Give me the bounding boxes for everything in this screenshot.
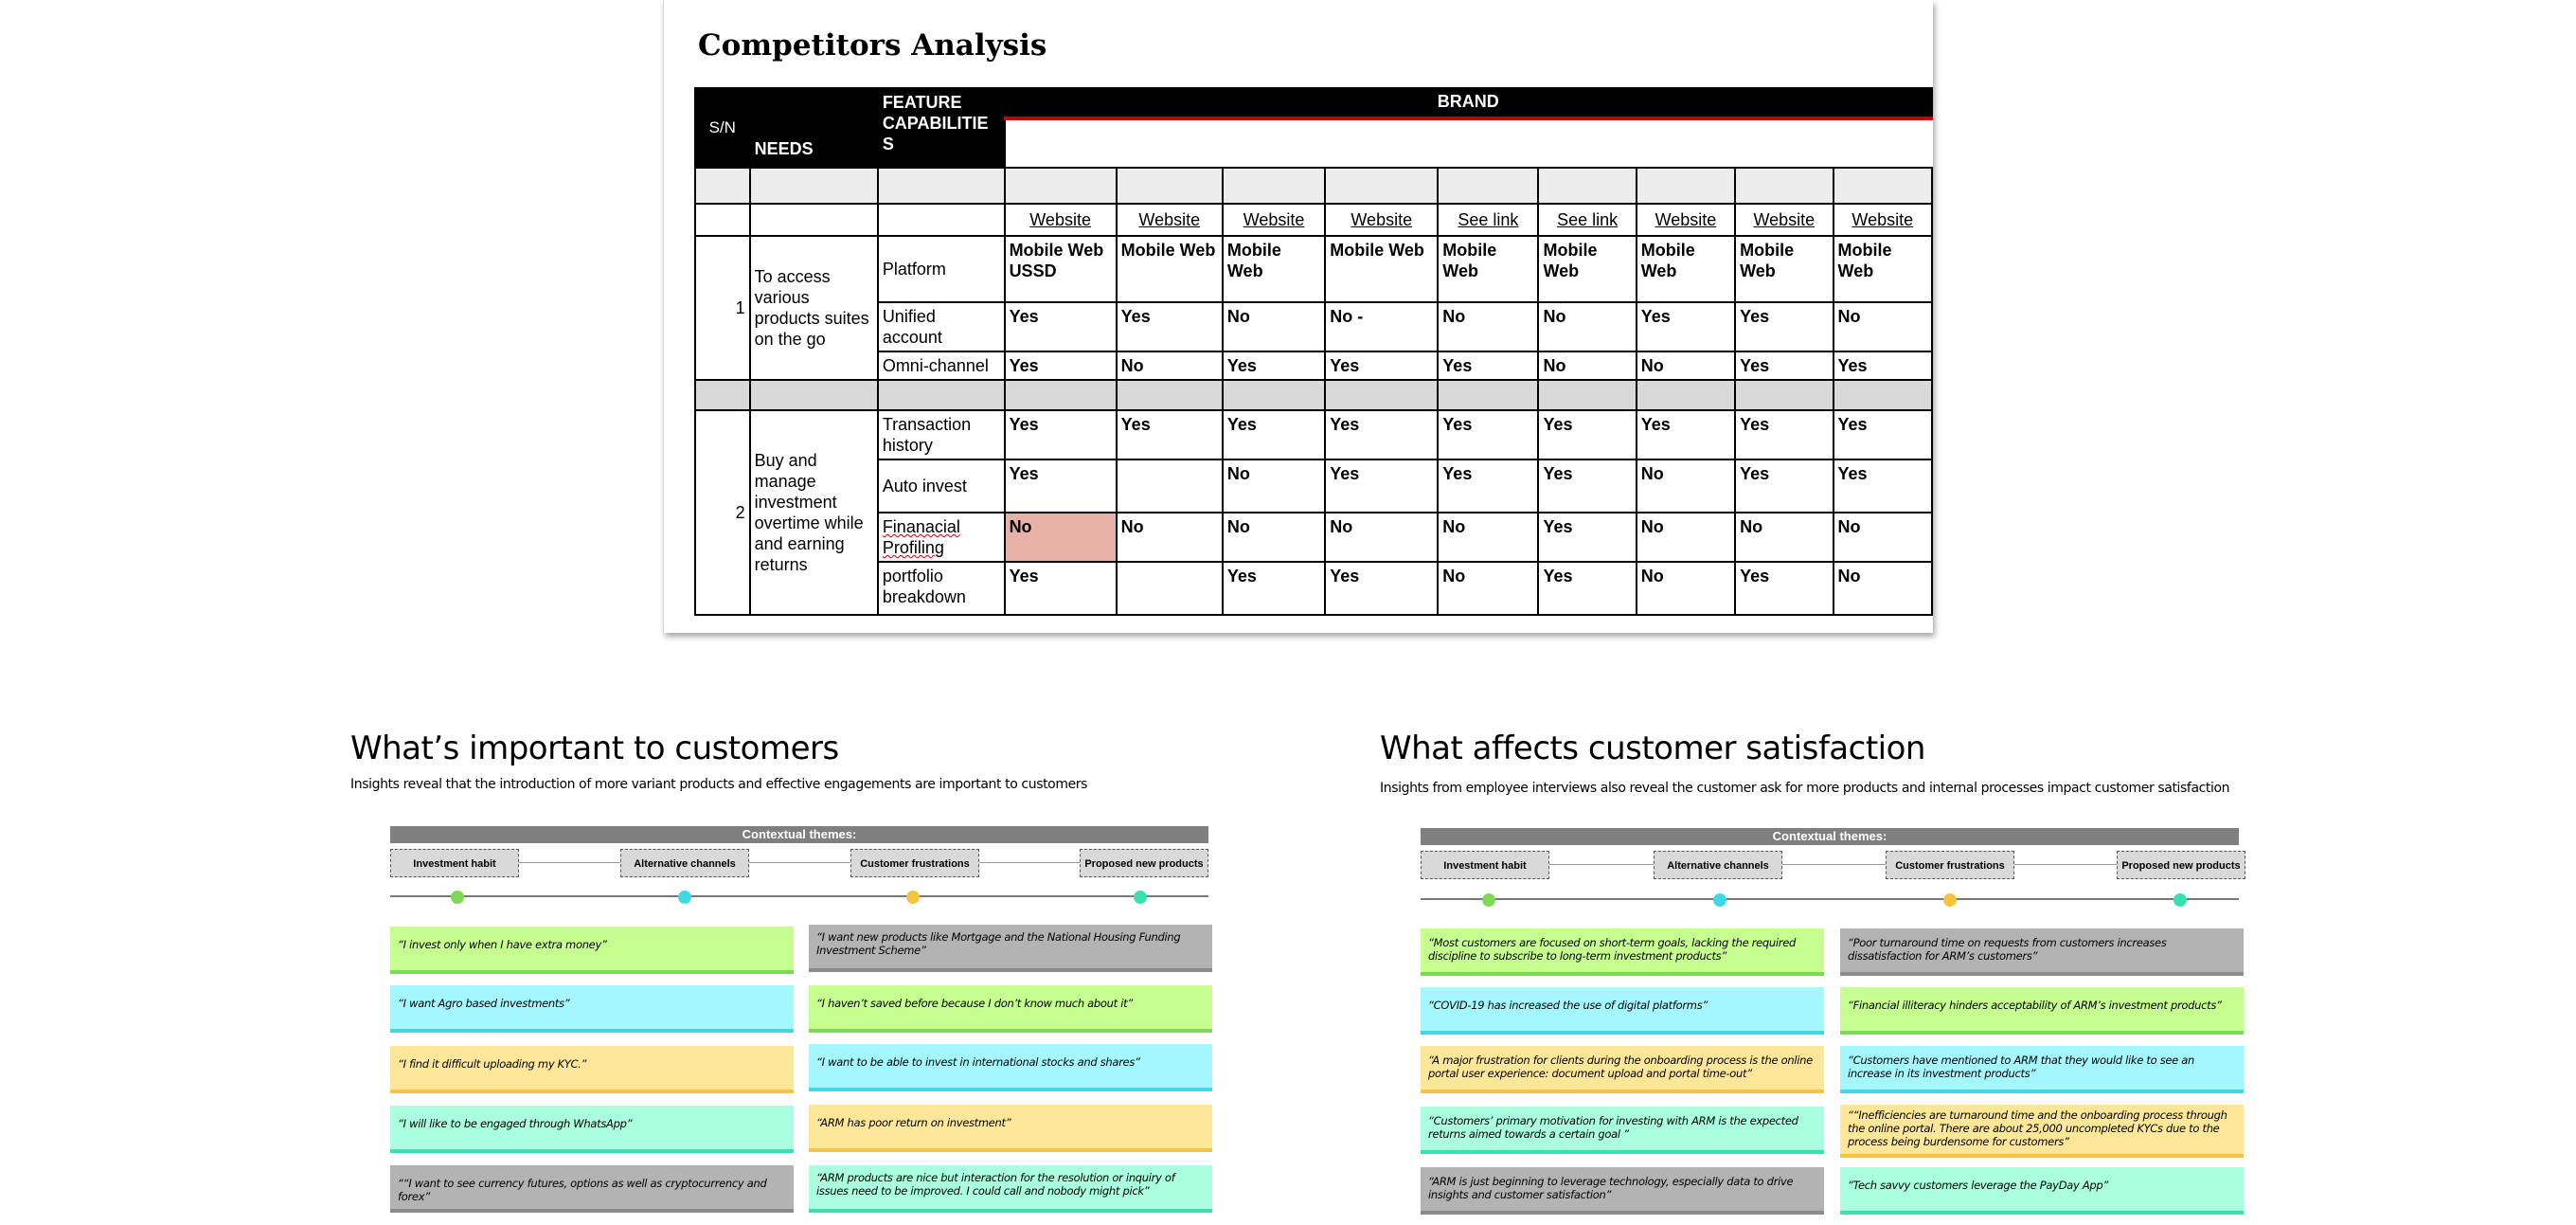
quote-card: ““Inefficiencies are turnaround time and the onboarding process through the online portal. There are about 25,000 uncompleted KYCs due to the process being burdensome for customers”	[1840, 1105, 2244, 1158]
satisfaction-subtitle: Insights from employee interviews also reveal the customer ask for more products and internal processes impact customer satisfaction	[1380, 781, 2230, 796]
grey-cell	[1223, 168, 1325, 204]
value-cell: Yes	[1834, 410, 1932, 459]
theme-customer-frustrations: Customer frustrations	[1886, 851, 2014, 879]
value-cell: No	[1637, 562, 1735, 615]
grey-cell	[1438, 380, 1538, 410]
value-cell: No	[1325, 513, 1438, 562]
grey-cell	[1735, 168, 1833, 204]
row-sn-2: 2	[695, 410, 750, 615]
value-cell: Yes	[1005, 410, 1117, 459]
quote-card: “I will like to be engaged through WhatsApp”	[390, 1106, 794, 1153]
grey-cell	[1538, 380, 1636, 410]
value-cell: Yes	[1637, 410, 1735, 459]
theme-alternative-channels: Alternative channels	[620, 849, 749, 877]
value-cell: Yes	[1438, 459, 1538, 513]
value-cell: No	[1538, 302, 1636, 351]
brand-link-4[interactable]: Website	[1325, 204, 1438, 236]
header-needs: NEEDS	[750, 88, 878, 168]
value-cell: Yes	[1117, 302, 1223, 351]
brand-link-7[interactable]: Website	[1637, 204, 1735, 236]
grey-cell	[695, 168, 750, 204]
timeline	[390, 895, 1208, 897]
competitors-sheet	[663, 0, 1933, 633]
value-cell: Yes	[1005, 459, 1117, 513]
grey-cell	[878, 380, 1005, 410]
mint-dot-icon	[2174, 893, 2187, 907]
value-cell: Yes	[1735, 410, 1833, 459]
quote-card: “COVID-19 has increased the use of digital platforms”	[1421, 987, 1824, 1035]
feature-unified-account: Unified account	[878, 302, 1005, 351]
value-cell	[1117, 459, 1223, 513]
theme-investment-habit: Investment habit	[390, 849, 519, 877]
value-cell: Yes	[1005, 562, 1117, 615]
value-cell: Yes	[1005, 302, 1117, 351]
header-sn: S/N	[695, 88, 750, 168]
themes-header: Contextual themes:	[390, 826, 1208, 843]
green-dot-icon	[1482, 893, 1495, 907]
brand-link-2[interactable]: Website	[1117, 204, 1223, 236]
value-cell: No	[1117, 513, 1223, 562]
quote-card: “ARM has poor return on investment”	[809, 1105, 1212, 1152]
value-cell: Mobile Web	[1637, 236, 1735, 302]
brand-link-9[interactable]: Website	[1834, 204, 1932, 236]
quote-card: “I find it difficult uploading my KYC.”	[390, 1046, 794, 1093]
value-cell: Yes	[1735, 459, 1833, 513]
value-cell: Yes	[1735, 351, 1833, 380]
value-cell: Yes	[1117, 410, 1223, 459]
brand-link-3[interactable]: Website	[1223, 204, 1325, 236]
competitors-table	[694, 87, 1933, 616]
header-brand: BRAND	[1005, 88, 1932, 118]
feature-financial-profiling	[878, 513, 1005, 562]
value-cell: Yes	[1223, 562, 1325, 615]
value-cell: Mobile Web	[1834, 236, 1932, 302]
empty-cell	[750, 204, 878, 236]
satisfaction-title: What affects customer satisfaction	[1380, 730, 1925, 767]
value-cell: No	[1834, 562, 1932, 615]
important-title: What’s important to customers	[350, 730, 839, 767]
row-sn-1: 1	[695, 236, 750, 380]
value-cell: No	[1834, 513, 1932, 562]
quote-card: “Financial illiteracy hinders acceptability of ARM’s investment products”	[1840, 987, 2244, 1035]
grey-cell	[1637, 380, 1735, 410]
sheet-title: Competitors Analysis	[698, 28, 1047, 63]
empty-cell	[695, 204, 750, 236]
grey-cell	[878, 168, 1005, 204]
grey-cell	[1005, 168, 1117, 204]
quote-card: “I haven’t saved before because I don’t know much about it”	[809, 985, 1212, 1033]
feature-omni-channel: Omni-channel	[878, 351, 1005, 380]
grey-cell	[1834, 168, 1932, 204]
value-cell: No	[1117, 351, 1223, 380]
timeline	[1421, 898, 2239, 900]
value-cell: Mobile Web	[1325, 236, 1438, 302]
value-cell-highlighted[interactable]: No	[1005, 513, 1117, 562]
value-cell: No	[1637, 351, 1735, 380]
quote-card: “Customers’ primary motivation for investing with ARM is the expected returns aimed towards a certain goal ”	[1421, 1107, 1824, 1154]
themes-header: Contextual themes:	[1421, 828, 2239, 845]
brand-logo-area	[1005, 118, 1932, 168]
cyan-dot-icon	[678, 891, 691, 904]
value-cell: Mobile Web	[1735, 236, 1833, 302]
value-cell: Mobile Web	[1223, 236, 1325, 302]
value-cell: Yes	[1538, 410, 1636, 459]
theme-proposed-new-products: Proposed new products	[2117, 851, 2245, 879]
quote-card: “A major frustration for clients during the onboarding process is the online portal user experience: document upload and portal time-out”	[1421, 1046, 1824, 1093]
need-2: Buy and manage investment overtime while and earning returns	[750, 410, 878, 615]
important-subtitle: Insights reveal that the introduction of more variant products and effective engagements are important to customers	[350, 777, 1088, 792]
grey-cell	[1438, 168, 1538, 204]
brand-link-5[interactable]: See link	[1438, 204, 1538, 236]
value-cell: Yes	[1735, 302, 1833, 351]
value-cell: No	[1637, 459, 1735, 513]
value-cell: Yes	[1834, 459, 1932, 513]
yellow-dot-icon	[906, 891, 920, 904]
cyan-dot-icon	[1713, 893, 1726, 907]
theme-alternative-channels: Alternative channels	[1654, 851, 1782, 879]
grey-cell	[1735, 380, 1833, 410]
value-cell: No	[1637, 513, 1735, 562]
quote-card: “Customers have mentioned to ARM that they would like to see an increase in its investment products”	[1840, 1046, 2244, 1093]
value-cell: Yes	[1325, 410, 1438, 459]
grey-cell	[1223, 380, 1325, 410]
feature-transaction-history: Transaction history	[878, 410, 1005, 459]
green-dot-icon	[451, 891, 464, 904]
theme-proposed-new-products: Proposed new products	[1080, 849, 1208, 877]
grey-cell	[750, 168, 878, 204]
quote-card: “I want new products like Mortgage and the National Housing Funding Investment Scheme”	[809, 925, 1212, 972]
feature-platform: Platform	[878, 236, 1005, 302]
value-cell: Yes	[1834, 351, 1932, 380]
value-cell: Yes	[1538, 459, 1636, 513]
satisfaction-panel	[1380, 730, 2251, 1225]
value-cell: Yes	[1438, 351, 1538, 380]
value-cell: Yes	[1223, 410, 1325, 459]
value-cell: Yes	[1223, 351, 1325, 380]
value-cell: Mobile Web	[1438, 236, 1538, 302]
value-cell: Yes	[1325, 459, 1438, 513]
mint-dot-icon	[1134, 891, 1147, 904]
value-cell: Yes	[1538, 562, 1636, 615]
grey-cell	[1005, 380, 1117, 410]
quote-card: “I want Agro based investments”	[390, 985, 794, 1033]
value-cell: Mobile Web	[1117, 236, 1223, 302]
feature-auto-invest: Auto invest	[878, 459, 1005, 513]
quote-card: “Tech savvy customers leverage the PayDay App”	[1840, 1167, 2244, 1215]
brand-link-1[interactable]: Website	[1005, 204, 1117, 236]
empty-cell	[878, 204, 1005, 236]
value-cell: Yes	[1005, 351, 1117, 380]
grey-cell	[1834, 380, 1932, 410]
value-cell: No	[1438, 513, 1538, 562]
value-cell: Yes	[1438, 410, 1538, 459]
grey-cell	[1117, 380, 1223, 410]
value-cell: No	[1438, 562, 1538, 615]
value-cell: Yes	[1538, 513, 1636, 562]
quote-card: “ARM is just beginning to leverage technology, especially data to drive insights and customer satisfaction”	[1421, 1167, 1824, 1215]
brand-link-6[interactable]: See link	[1538, 204, 1636, 236]
value-cell	[1117, 562, 1223, 615]
theme-investment-habit: Investment habit	[1421, 851, 1549, 879]
value-cell: No -	[1325, 302, 1438, 351]
yellow-dot-icon	[1943, 893, 1957, 907]
feature-financial-profiling-label: Finanacial Profiling	[882, 517, 960, 557]
quote-card: “Most customers are focused on short-term goals, lacking the required discipline to subscribe to long-term investment products”	[1421, 928, 1824, 976]
value-cell: Yes	[1637, 302, 1735, 351]
value-cell: No	[1223, 302, 1325, 351]
feature-portfolio-breakdown: portfolio breakdown	[878, 562, 1005, 615]
value-cell: No	[1834, 302, 1932, 351]
value-cell: No	[1223, 513, 1325, 562]
need-1: To access various products suites on the go	[750, 236, 878, 380]
value-cell: No	[1438, 302, 1538, 351]
value-cell: Yes	[1735, 562, 1833, 615]
value-cell: No	[1735, 513, 1833, 562]
grey-cell	[1117, 168, 1223, 204]
important-panel	[350, 730, 1222, 1225]
theme-customer-frustrations: Customer frustrations	[850, 849, 979, 877]
grey-cell	[1538, 168, 1636, 204]
quote-card: “I want to be able to invest in international stocks and shares”	[809, 1044, 1212, 1091]
grey-cell	[1325, 168, 1438, 204]
value-cell: Yes	[1325, 562, 1438, 615]
value-cell: Yes	[1325, 351, 1438, 380]
brand-link-8[interactable]: Website	[1735, 204, 1833, 236]
grey-cell	[695, 380, 750, 410]
quote-card: “ARM products are nice but interaction for the resolution or inquiry of issues need to be improved. I could call and nobody might pick”	[809, 1165, 1212, 1213]
value-cell: No	[1538, 351, 1636, 380]
grey-cell	[1637, 168, 1735, 204]
quote-card: “I invest only when I have extra money”	[390, 927, 794, 974]
header-feature: FEATURE CAPABILITIE S	[878, 88, 1005, 168]
grey-cell	[1325, 380, 1438, 410]
quote-card: ““I want to see currency futures, options as well as cryptocurrency and forex”	[390, 1165, 794, 1213]
grey-cell	[750, 380, 878, 410]
quote-card: “Poor turnaround time on requests from customers increases dissatisfaction for ARM’s customers”	[1840, 928, 2244, 976]
value-cell: Mobile Web USSD	[1005, 236, 1117, 302]
value-cell: No	[1223, 459, 1325, 513]
value-cell: Mobile Web	[1538, 236, 1636, 302]
